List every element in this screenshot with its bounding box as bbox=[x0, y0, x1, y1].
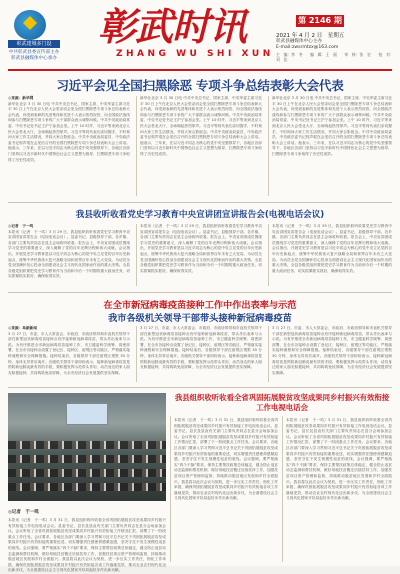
newspaper-pinyin: ZHANG WU SHI XUN bbox=[116, 49, 274, 59]
staff-list: 主 编：李 冬 编 辑：王 丽 审 核：张 宏 校 对：刘 佳 bbox=[276, 52, 394, 62]
article2-body: 本报讯（记者 于一鸣）3 月 29 日，我县组织收听收看党史学习教育中央宣讲团宣讲报告会（电视电话会议）。县委书记、县级领导干部，各乡镇、各部门主要负责同志在县主会场收听收看。报告会上，中央宣讲团成员围绕学习党史的重要意义，深入阐释了党的百年光辉历程和伟大成就。会议指出，开展党史学习教育是以习近平同志为核心的党中央立足党的百年历史新起点、统筹中华民族伟大复兴战略全局和世界百年未有之大变局，为动员全党全国满怀信心投身全面建设社会主义现代化国家而作出的重大决策。全县各级党组织要把党史学习教育作为当前和今后一个时期的重大政治任务，切实抓紧抓实抓好，确保取得实效。 bbox=[8, 229, 130, 279]
article2-column-1 bbox=[8, 224, 130, 288]
column-divider bbox=[136, 96, 137, 196]
column-divider bbox=[268, 326, 269, 382]
article3-body: 3 月 27 日，市委、市人大常委会、市政府、市政协领导和市直机关领导干部在新型冠状病毒疫苗接种点有序接种新冠病毒疫苗，带头作出表率与示范。为有序推进全市新冠病毒疫苗接种工作，市卫健委科学统筹、周密部署，在全市各接种点设置了登记区、接种区、留观区等功能区，严格落实接种流程和安全保障措施。接种结束后，各级领导干部在留观区观察 30 分钟，身体无异常后离开。各级机关领导干部纷纷表示，接种新冠病毒疫苗是预防新冠肺炎最有效的手段，要积极发挥示范带头作用，动员身边的家人朋友积极接种，共同构筑免疫屏障，为全市经济社会发展提供坚实保障。 bbox=[8, 331, 130, 375]
article1-body: 新华社北京 3 月 30 日电 中共中央总书记、国家主席、中央军委主席习近平 30 日上午在北京人民大会堂亲切会见全国扫黑除恶专项斗争总结表彰大会代表，向受到表彰的先进集体和先进个人表示热烈祝贺，向全国政法战线和参与扫黑除恶专项斗争的广大干部群众表示诚挚问候。中共中央政治局常委、中央书记处书记王沪宁参加会见。上午 10 时许，习近平等来到北京人民大会堂北大厅，全场响起热烈掌声。习近平等同代表们亲切握手，不时询问大家工作生活情况，并同大家合影留念。中共中央政治局委员、中央政法委书记郭声琨在会见后召开的全国扫黑除恶专项斗争总结表彰大会上讲话。他表示，三年来，在以习近平同志为核心的党中央坚强领导下，各地区各部门坚持以习近平新时代中国特色社会主义思想为指导，扫黑除恶专项斗争取得了历史性成效。 bbox=[272, 96, 392, 156]
slogan-title: 彰武建城多门设 bbox=[8, 40, 60, 48]
article4-body: 本报讯（记者 于一鸣）3 月 31 日，我县组织收听收看全省巩固拓展脱贫攻坚成果同乡村振兴有效衔接工作电视电话会议。县委书记、县长及县直有关部门主要负责同志在县分会场参加会议。会议听取了全省巩固拓展脱贫攻坚成果同乡村振兴有效衔接工作情况汇报，部署了下一阶段重点工作任务。会议要求，各地区各部门要深入学习贯彻习近平总书记关于巩固拓展脱贫攻坚成果同乡村振兴有效衔接的重要论述，切实增强责任感使命感紧迫感，坚决守住不发生规模性返贫的底线。会议强调，要严格落实“四个不摘”要求，保持主要帮扶政策总体稳定，健全防止返贫动态监测和帮扶机制，做好易地扶贫搬迁后续扶持工作，加强扶贫项目资产管理和监督，持续推动脱贫地区发展和乡村全面振兴。我县将以此次会议为契机，进一步压实工作责任，细化工作举措，确保巩固拓展脱贫攻坚成果同乡村振兴有效衔接各项工作落地见效，推动农业农村现代化迈出新步伐，为全面建设社会主义现代化国家开好局起好步作出新贡献。 bbox=[174, 418, 278, 501]
audience-row bbox=[8, 469, 166, 477]
article2-column-3 bbox=[272, 224, 392, 288]
column-divider bbox=[268, 96, 269, 196]
issue-number-badge: 第 2146 期 bbox=[296, 15, 344, 27]
masthead bbox=[0, 0, 400, 68]
column-divider bbox=[282, 416, 283, 562]
emblem-logo-icon bbox=[14, 10, 46, 40]
article3-body: 3 月 27 日，市委、市人大常委会、市政府、市政协领导和市直机关领导干部在新型冠状病毒疫苗接种点有序接种新冠病毒疫苗，带头作出表率与示范。为有序推进全市新冠病毒疫苗接种工作，市卫健委科学统筹、周密部署，在全市各接种点设置了登记区、接种区、留观区等功能区，严格落实接种流程和安全保障措施。接种结束后，各级领导干部在留观区观察 30 分钟，身体无异常后离开。各级机关领导干部纷纷表示，接种新冠病毒疫苗是预防新冠肺炎最有效的手段，要积极发挥示范带头作用，动员身边的家人朋友积极接种，共同构筑免疫屏障，为全市经济社会发展提供坚实保障。 bbox=[140, 326, 262, 370]
article2-headline: 我县收听收看党史学习教育中央宣讲团宣讲报告会(电视电话会议) bbox=[75, 210, 325, 220]
publisher-info bbox=[276, 39, 338, 51]
section-divider bbox=[8, 387, 392, 388]
article2-body: 本报讯（记者 于一鸣）3 月 29 日，我县组织收听收看党史学习教育中央宣讲团宣讲报告会（电视电话会议）。县委书记、县级领导干部，各乡镇、各部门主要负责同志在县主会场收听收看。报告会上，中央宣讲团成员围绕学习党史的重要意义，深入阐释了党的百年光辉历程和伟大成就。会议指出，开展党史学习教育是以习近平同志为核心的党中央立足党的百年历史新起点、统筹中华民族伟大复兴战略全局和世界百年未有之大变局，为动员全党全国满怀信心投身全面建设社会主义现代化国家而作出的重大决策。全县各级党组织要把党史学习教育作为当前和今后一个时期的重大政治任务，切实抓紧抓实抓好，确保取得实效。 bbox=[140, 224, 262, 273]
slogan-line-2: 彰武县融媒体中心承办 bbox=[11, 56, 57, 62]
article4-body: 本报讯（记者 于一鸣）3 月 31 日，我县组织收听收看全省巩固拓展脱贫攻坚成果同乡村振兴有效衔接工作电视电话会议。县委书记、县长及县直有关部门主要负责同志在县分会场参加会议。会议听取了全省巩固拓展脱贫攻坚成果同乡村振兴有效衔接工作情况汇报，部署了下一阶段重点工作任务。会议要求，各地区各部门要深入学习贯彻习近平总书记关于巩固拓展脱贫攻坚成果同乡村振兴有效衔接的重要论述，切实增强责任感使命感紧迫感，坚决守住不发生规模性返贫的底线。会议强调，要严格落实“四个不摘”要求，保持主要帮扶政策总体稳定，健全防止返贫动态监测和帮扶机制，做好易地扶贫搬迁后续扶持工作，加强扶贫项目资产管理和监督，持续推动脱贫地区发展和乡村全面振兴。我县将以此次会议为契机，进一步压实工作责任，细化工作举措，确保巩固拓展脱贫攻坚成果同乡村振兴有效衔接各项工作落地见效，推动农业农村现代化迈出新步伐，为全面建设社会主义现代化国家开好局起好步作出新贡献。 bbox=[8, 518, 166, 573]
slogan-box bbox=[8, 40, 60, 63]
article3-byline: ◎来源：阜新新闻 bbox=[8, 326, 38, 330]
article3-column-1 bbox=[8, 326, 130, 384]
article1-byline: ◎来源：新华网 bbox=[8, 96, 34, 100]
article1-column-3 bbox=[272, 96, 392, 198]
column-divider bbox=[170, 416, 171, 562]
article1-body: 新华社北京 3 月 30 日电 中共中央总书记、国家主席、中央军委主席习近平 30 日上午在北京人民大会堂亲切会见全国扫黑除恶专项斗争总结表彰大会代表，向受到表彰的先进集体和先进个人表示热烈祝贺，向全国政法战线和参与扫黑除恶专项斗争的广大干部群众表示诚挚问候。中共中央政治局常委、中央书记处书记王沪宁参加会见。上午 10 时许，习近平等来到北京人民大会堂北大厅，全场响起热烈掌声。习近平等同代表们亲切握手，不时询问大家工作生活情况，并同大家合影留念。中共中央政治局委员、中央政法委书记郭声琨在会见后召开的全国扫黑除恶专项斗争总结表彰大会上讲话。他表示，三年来，在以习近平同志为核心的党中央坚强领导下，各地区各部门坚持以习近平新时代中国特色社会主义思想为指导，扫黑除恶专项斗争取得了历史性成效。 bbox=[140, 96, 262, 156]
projection-screen bbox=[66, 403, 108, 425]
article1-column-1 bbox=[8, 96, 130, 198]
article3-body: 3 月 27 日，市委、市人大常委会、市政府、市政协领导和市直机关领导干部在新型冠状病毒疫苗接种点有序接种新冠病毒疫苗，带头作出表率与示范。为有序推进全市新冠病毒疫苗接种工作，市卫健委科学统筹、周密部署，在全市各接种点设置了登记区、接种区、留观区等功能区，严格落实接种流程和安全保障措施。接种结束后，各级领导干部在留观区观察 30 分钟，身体无异常后离开。各级机关领导干部纷纷表示，接种新冠病毒疫苗是预防新冠肺炎最有效的手段，要积极发挥示范带头作用，动员身边的家人朋友积极接种，共同构筑免疫屏障，为全市经济社会发展提供坚实保障。 bbox=[272, 326, 392, 375]
article3-column-3 bbox=[272, 326, 392, 384]
article2-column-2 bbox=[140, 224, 262, 288]
article3-headline-blue: 我市各级机关领导干部带头接种新冠病毒疫苗 bbox=[108, 313, 292, 324]
article1-headline: 习近平会见全国扫黑除恶 专项斗争总结表彰大会代表 bbox=[56, 78, 344, 93]
article4-body: 本报讯（记者 于一鸣）3 月 31 日，我县组织收听收看全省巩固拓展脱贫攻坚成果同乡村振兴有效衔接工作电视电话会议。县委书记、县长及县直有关部门主要负责同志在县分会场参加会议。会议听取了全省巩固拓展脱贫攻坚成果同乡村振兴有效衔接工作情况汇报，部署了下一阶段重点工作任务。会议要求，各地区各部门要深入学习贯彻习近平总书记关于巩固拓展脱贫攻坚成果同乡村振兴有效衔接的重要论述，切实增强责任感使命感紧迫感，坚决守住不发生规模性返贫的底线。会议强调，要严格落实“四个不摘”要求，保持主要帮扶政策总体稳定，健全防止返贫动态监测和帮扶机制，做好易地扶贫搬迁后续扶持工作，加强扶贫项目资产管理和监督，持续推动脱贫地区发展和乡村全面振兴。我县将以此次会议为契机，进一步压实工作责任，细化工作举措，确保巩固拓展脱贫攻坚成果同乡村振兴有效衔接各项工作落地见效，推动农业农村现代化迈出新步伐，为全面建设社会主义现代化国家开好局起好步作出新贡献。 bbox=[286, 418, 392, 501]
article4-byline: ◎记者 于一鸣 bbox=[8, 510, 39, 515]
article4-headline: 我县组织收听收看全省巩固拓展脱贫攻坚成果同乡村振兴有效衔接工作电视电话会 bbox=[174, 393, 390, 412]
article4-column-2 bbox=[174, 418, 278, 562]
article3-column-2 bbox=[140, 326, 262, 384]
section-divider bbox=[8, 292, 392, 293]
audience-row bbox=[8, 455, 166, 463]
section-divider bbox=[8, 202, 392, 203]
article4-column-1 bbox=[8, 518, 166, 573]
publication-date: 2021 年 4 月 2 日 星期五 bbox=[276, 33, 345, 39]
column-divider bbox=[136, 224, 137, 286]
audience-row bbox=[8, 441, 166, 449]
masthead-divider bbox=[8, 69, 392, 71]
article3-headline-red: 在全市新冠病毒疫苗接种工作中作出表率与示范 bbox=[103, 300, 297, 311]
article1-body: 新华社北京 3 月 30 日电 中共中央总书记、国家主席、中央军委主席习近平 30 日上午在北京人民大会堂亲切会见全国扫黑除恶专项斗争总结表彰大会代表，向受到表彰的先进集体和先进个人表示热烈祝贺，向全国政法战线和参与扫黑除恶专项斗争的广大干部群众表示诚挚问候。中共中央政治局常委、中央书记处书记王沪宁参加会见。上午 10 时许，习近平等来到北京人民大会堂北大厅，全场响起热烈掌声。习近平等同代表们亲切握手，不时询问大家工作生活情况，并同大家合影留念。中共中央政治局委员、中央政法委书记郭声琨在会见后召开的全国扫黑除恶专项斗争总结表彰大会上讲话。他表示，三年来，在以习近平同志为核心的党中央坚强领导下，各地区各部门坚持以习近平新时代中国特色社会主义思想为指导，扫黑除恶专项斗争取得了历史性成效。 bbox=[8, 101, 130, 162]
audience-row bbox=[8, 483, 166, 491]
article4-column-3 bbox=[286, 418, 392, 562]
article2-body: 本报讯（记者 于一鸣）3 月 29 日，我县组织收听收看党史学习教育中央宣讲团宣讲报告会（电视电话会议）。县委书记、县级领导干部，各乡镇、各部门主要负责同志在县主会场收听收看。报告会上，中央宣讲团成员围绕学习党史的重要意义，深入阐释了党的百年光辉历程和伟大成就。会议指出，开展党史学习教育是以习近平同志为核心的党中央立足党的百年历史新起点、统筹中华民族伟大复兴战略全局和世界百年未有之大变局，为动员全党全国满怀信心投身全面建设社会主义现代化国家而作出的重大决策。全县各级党组织要把党史学习教育作为当前和今后一个时期的重大政治任务，切实抓紧抓实抓好，确保取得实效。 bbox=[272, 224, 392, 273]
column-divider bbox=[268, 224, 269, 286]
newspaper-name: 彰武时讯 bbox=[98, 4, 247, 49]
contact-email: E-mail:zwsrmtzx@163.com bbox=[276, 45, 339, 50]
meeting-photo bbox=[8, 393, 166, 501]
publisher-name: 彰武县融媒体中心主办 bbox=[276, 39, 322, 44]
column-divider bbox=[136, 326, 137, 382]
slogan-line-1: 中共彰武县委宣传部主办 bbox=[8, 50, 60, 56]
article2-byline: ◎记者 于一鸣 bbox=[8, 224, 34, 228]
article1-column-2 bbox=[140, 96, 262, 198]
